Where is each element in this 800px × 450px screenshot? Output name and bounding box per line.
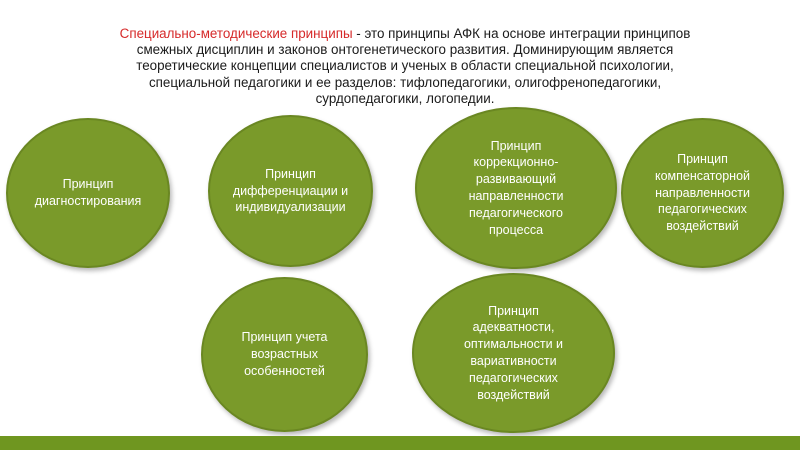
- principle-label: Принцип учета возрастных особенностей: [241, 330, 328, 378]
- principle-label: Принцип дифференциации и индивидуализации: [232, 166, 349, 215]
- principle-label: Принцип коррекционно-развивающий направленности педагогического процесса: [468, 138, 564, 237]
- principle-correction-oval: [415, 107, 617, 269]
- principle-label: Принцип адекватности, оптимальности и вариативности педагогических воздействий: [463, 303, 564, 402]
- principle-differentiation-oval: [208, 115, 373, 267]
- principle-age-oval: [201, 277, 368, 432]
- intro-text: [110, 26, 700, 107]
- principle-label: Принцип компенсаторной направленности педагогических воздействий: [654, 152, 751, 234]
- principle-compensation-oval: [621, 118, 784, 268]
- intro-lead: Специально-методические принципы: [119, 26, 353, 41]
- principle-label: Принцип диагностирования: [34, 177, 142, 208]
- principle-adequacy-oval: [412, 273, 615, 433]
- intro-body: - это принципы АФК на основе интеграции принципов смежных дисциплин и законов онтогенетического развития. Доминирующим является теоретические концепции специалистов и ученых в области специальной психологии, специальной педагогики и ее разделов: тифлопедагогики, олигофренопедагогики, сурдопедагогики, логопедии.: [136, 26, 691, 106]
- principle-diagnostics-oval: [6, 118, 170, 268]
- bottom-bar: [0, 436, 800, 450]
